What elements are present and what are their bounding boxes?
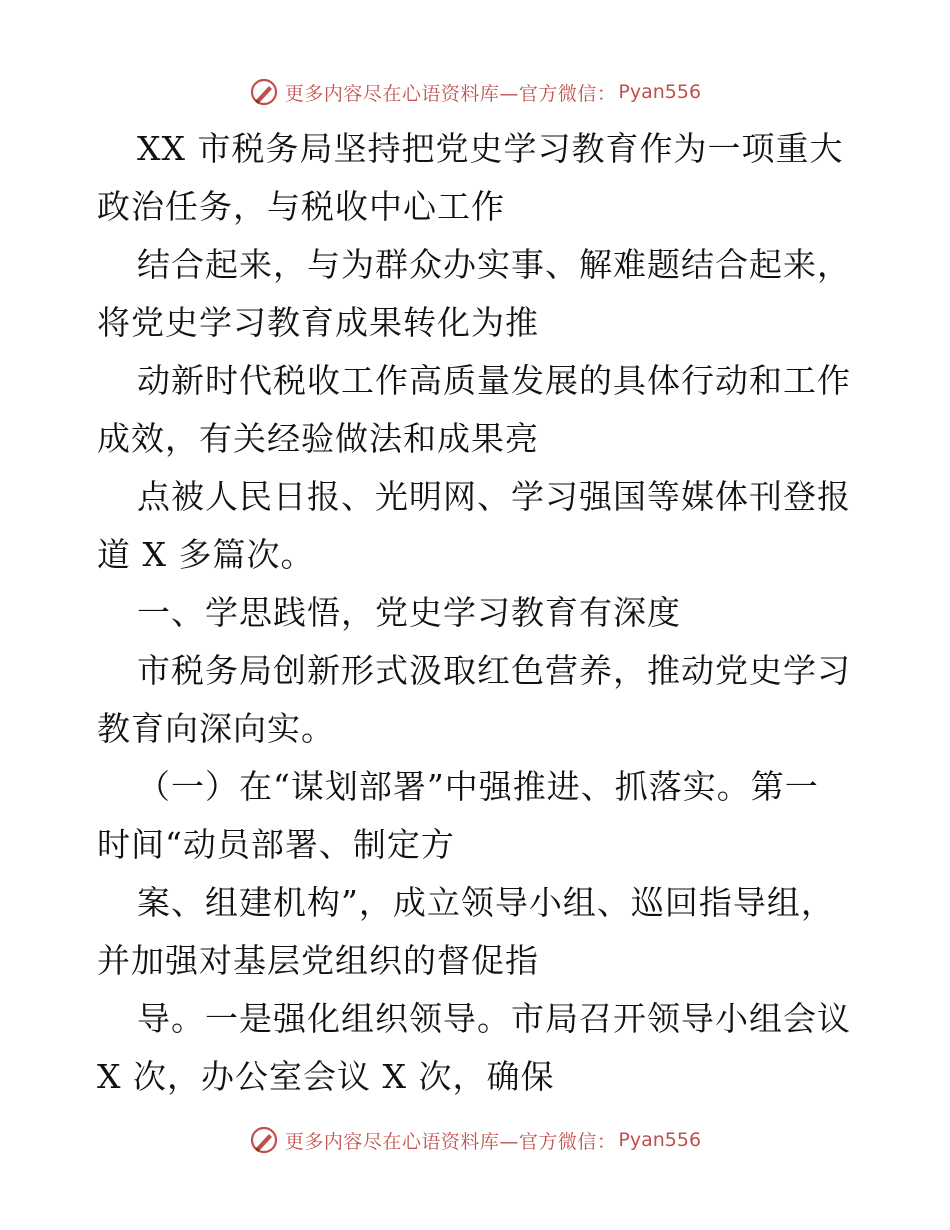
paragraph-line: XX 市税务局坚持把党史学习教育作为一项重大 [137, 129, 844, 168]
watermark-text: 更多内容尽在心语资料库—官方微信： [284, 1130, 617, 1153]
paragraph-line: 教育向深向实。 [97, 709, 335, 748]
paragraph-3 [97, 352, 857, 468]
paragraph-line: 时间“动员部署、制定方 [97, 825, 455, 864]
document-body [97, 120, 857, 1106]
paragraph-line: 一、学思践悟，党史学习教育有深度 [137, 593, 681, 632]
paragraph-line: 道 X 多篇次。 [97, 535, 315, 574]
paragraph-line: 点被人民日报、光明网、学习强国等媒体刊登报 [137, 477, 851, 516]
header-watermark [0, 72, 950, 112]
paragraph-6 [97, 758, 857, 874]
paragraph-line: 将党史学习教育成果转化为推 [97, 303, 539, 342]
pen-logo-icon [249, 1125, 279, 1155]
paragraph-line: X 次，办公室会议 X 次，确保 [97, 1057, 555, 1096]
paragraph-8 [97, 990, 857, 1106]
paragraph-4 [97, 468, 857, 584]
paragraph-line: 市税务局创新形式汲取红色营养，推动党史学习 [137, 651, 851, 690]
paragraph-line: 政治任务，与税收中心工作 [97, 187, 505, 226]
paragraph-line: （一）在“谋划部署”中强推进、抓落实。第一 [137, 767, 819, 806]
pen-logo-icon [249, 77, 279, 107]
paragraph-7 [97, 874, 857, 990]
paragraph-line: 导。一是强化组织领导。市局召开领导小组会议 [137, 999, 851, 1038]
paragraph-line: 结合起来，与为群众办实事、解难题结合起来， [137, 245, 851, 284]
paragraph-2 [97, 236, 857, 352]
footer-watermark [0, 1120, 950, 1160]
paragraph-line: 成效，有关经验做法和成果亮 [97, 419, 539, 458]
paragraph-1 [97, 120, 857, 236]
section-heading [97, 584, 857, 642]
watermark-text: 更多内容尽在心语资料库—官方微信： [284, 82, 617, 105]
watermark-wechat-id: Pyan556 [618, 81, 702, 103]
paragraph-line: 动新时代税收工作高质量发展的具体行动和工作 [137, 361, 851, 400]
paragraph-line: 案、组建机构”，成立领导小组、巡回指导组， [137, 883, 835, 922]
paragraph-line: 并加强对基层党组织的督促指 [97, 941, 539, 980]
watermark-wechat-id: Pyan556 [618, 1129, 702, 1151]
paragraph-5 [97, 642, 857, 758]
